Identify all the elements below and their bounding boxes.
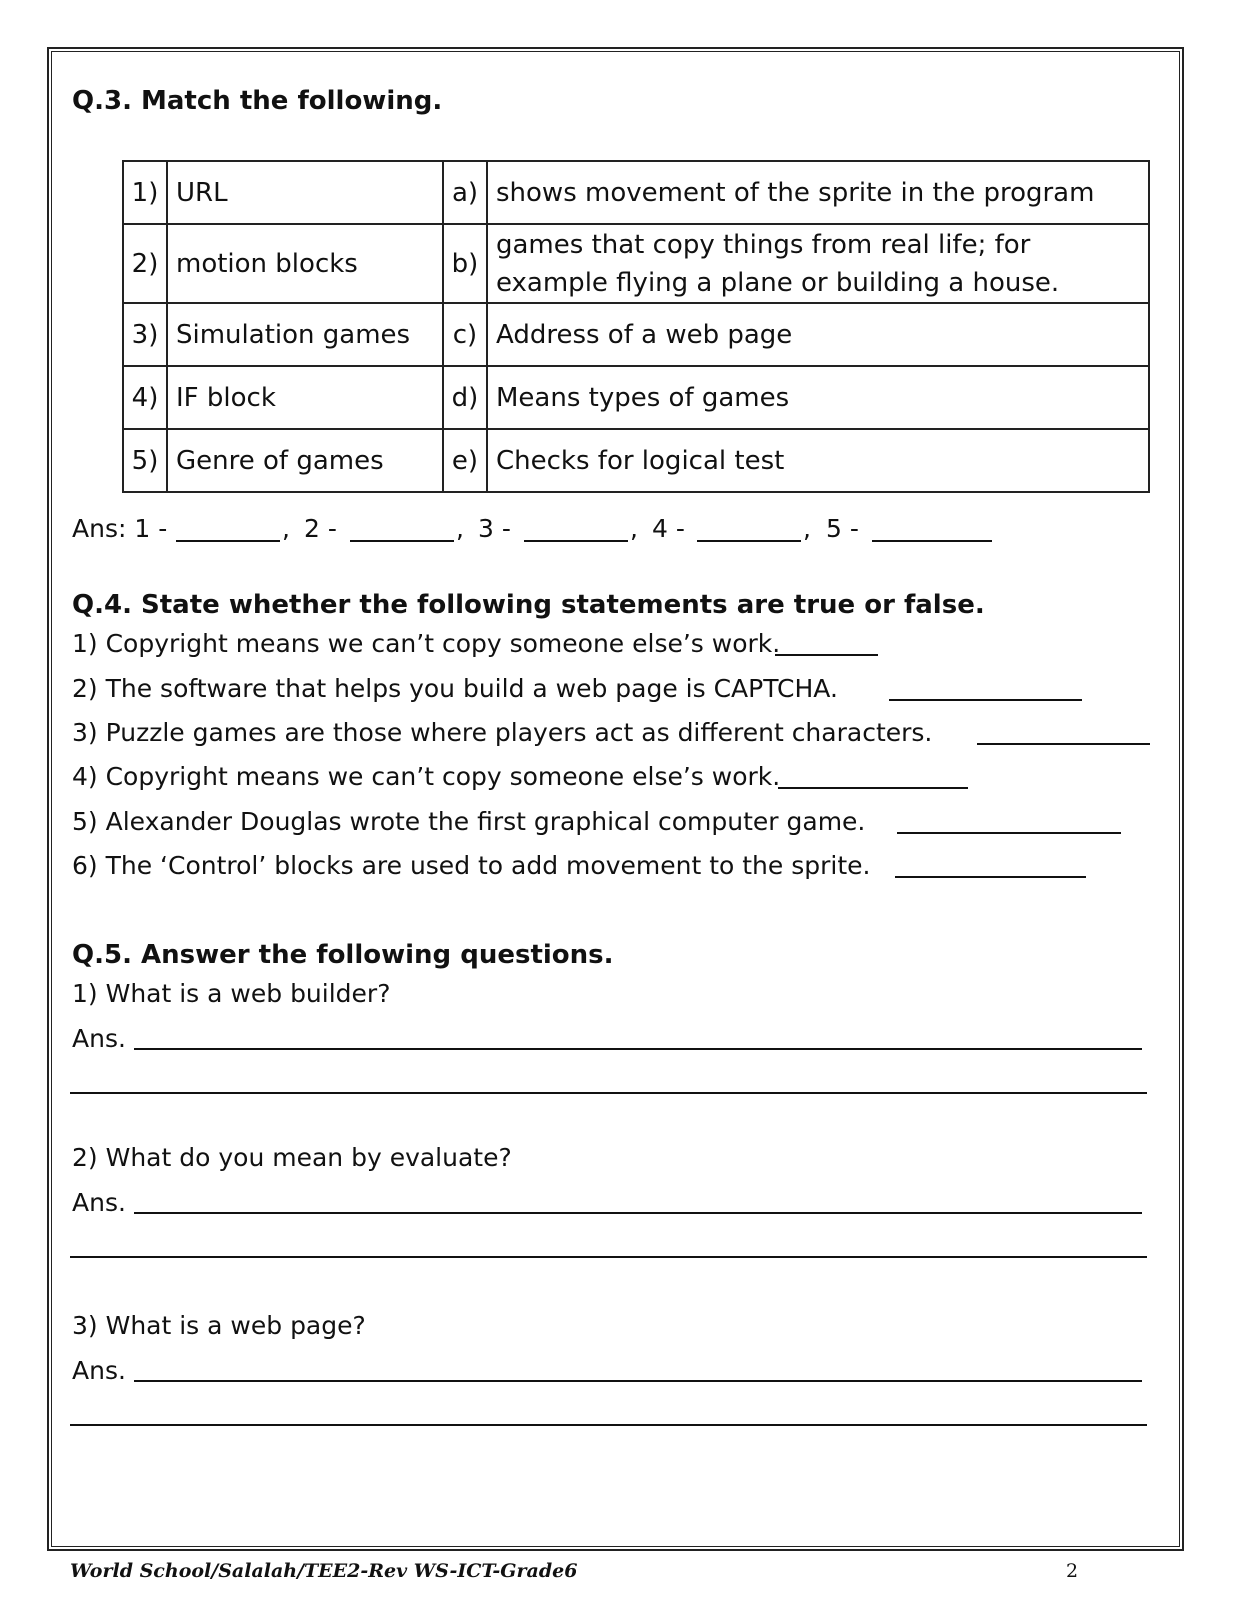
q4-statement: 5) Alexander Douglas wrote the first graphical computer game. bbox=[72, 807, 866, 836]
q4-answer-blank[interactable] bbox=[895, 876, 1086, 878]
q5-answer-line[interactable] bbox=[70, 1256, 1147, 1258]
q5-question: 1) What is a web builder? bbox=[72, 979, 391, 1008]
row-number: 4) bbox=[123, 366, 167, 429]
row-letter: c) bbox=[443, 303, 487, 366]
comma: , bbox=[282, 514, 290, 543]
table-row bbox=[123, 366, 1149, 429]
q3-answer-blank-1[interactable] bbox=[176, 540, 280, 542]
row-definition: games that copy things from real life; for example flying a plane or building a house. bbox=[487, 224, 1149, 303]
row-definition: Checks for logical test bbox=[487, 429, 1149, 492]
table-row bbox=[123, 224, 1149, 303]
row-letter: b) bbox=[443, 224, 487, 303]
q4-statement: 2) The software that helps you build a web page is CAPTCHA. bbox=[72, 674, 838, 703]
q4-answer-blank[interactable] bbox=[889, 699, 1082, 701]
q4-answer-blank[interactable] bbox=[775, 654, 878, 656]
q5-answer-line[interactable] bbox=[70, 1424, 1147, 1426]
row-term: Simulation games bbox=[167, 303, 443, 366]
q4-heading: Q.4. State whether the following statements are true or false. bbox=[72, 590, 985, 620]
q3-answer-item: 4 - bbox=[652, 514, 685, 543]
row-letter: e) bbox=[443, 429, 487, 492]
q5-answer-label: Ans. bbox=[72, 1188, 126, 1217]
table-row bbox=[123, 429, 1149, 492]
q3-answer-item: 3 - bbox=[478, 514, 511, 543]
table-row bbox=[123, 303, 1149, 366]
q3-answer-blank-5[interactable] bbox=[872, 540, 992, 542]
q3-answer-label: Ans: 1 - bbox=[72, 514, 168, 543]
row-term: IF block bbox=[167, 366, 443, 429]
q5-answer-line[interactable] bbox=[134, 1212, 1142, 1214]
q5-question: 3) What is a web page? bbox=[72, 1311, 366, 1340]
row-letter: d) bbox=[443, 366, 487, 429]
comma: , bbox=[456, 514, 464, 543]
q5-heading: Q.5. Answer the following questions. bbox=[72, 940, 614, 970]
footer-school-info: World School/Salalah/TEE2-Rev WS-ICT-Grade6 bbox=[70, 1560, 578, 1582]
row-number: 1) bbox=[123, 161, 167, 224]
row-definition: Address of a web page bbox=[487, 303, 1149, 366]
row-letter: a) bbox=[443, 161, 487, 224]
row-term: motion blocks bbox=[167, 224, 443, 303]
table-row bbox=[123, 161, 1149, 224]
match-table bbox=[122, 160, 1150, 493]
q4-answer-blank[interactable] bbox=[977, 743, 1150, 745]
row-number: 5) bbox=[123, 429, 167, 492]
q3-answer-item: 2 - bbox=[304, 514, 337, 543]
q5-question: 2) What do you mean by evaluate? bbox=[72, 1143, 512, 1172]
q4-answer-blank[interactable] bbox=[778, 787, 968, 789]
row-number: 3) bbox=[123, 303, 167, 366]
q5-answer-label: Ans. bbox=[72, 1024, 126, 1053]
q3-answer-blank-4[interactable] bbox=[697, 540, 801, 542]
q3-answer-blank-2[interactable] bbox=[350, 540, 454, 542]
q4-statement: 6) The ‘Control’ blocks are used to add movement to the sprite. bbox=[72, 851, 871, 880]
row-term: URL bbox=[167, 161, 443, 224]
comma: , bbox=[803, 514, 811, 543]
q3-answer-item: 5 - bbox=[826, 514, 859, 543]
row-term: Genre of games bbox=[167, 429, 443, 492]
q4-statement: 1) Copyright means we can’t copy someone else’s work. bbox=[72, 629, 781, 658]
q5-answer-line[interactable] bbox=[134, 1048, 1142, 1050]
q4-answer-blank[interactable] bbox=[897, 832, 1121, 834]
q4-statement: 3) Puzzle games are those where players act as different characters. bbox=[72, 718, 933, 747]
page-number: 2 bbox=[1066, 1560, 1079, 1582]
comma: , bbox=[630, 514, 638, 543]
q4-statement: 4) Copyright means we can’t copy someone else’s work. bbox=[72, 762, 781, 791]
q5-answer-label: Ans. bbox=[72, 1356, 126, 1385]
q3-heading: Q.3. Match the following. bbox=[72, 86, 443, 116]
q5-answer-line[interactable] bbox=[70, 1092, 1147, 1094]
q3-answer-blank-3[interactable] bbox=[524, 540, 628, 542]
q5-answer-line[interactable] bbox=[134, 1380, 1142, 1382]
row-definition: Means types of games bbox=[487, 366, 1149, 429]
row-number: 2) bbox=[123, 224, 167, 303]
row-definition: shows movement of the sprite in the program bbox=[487, 161, 1149, 224]
